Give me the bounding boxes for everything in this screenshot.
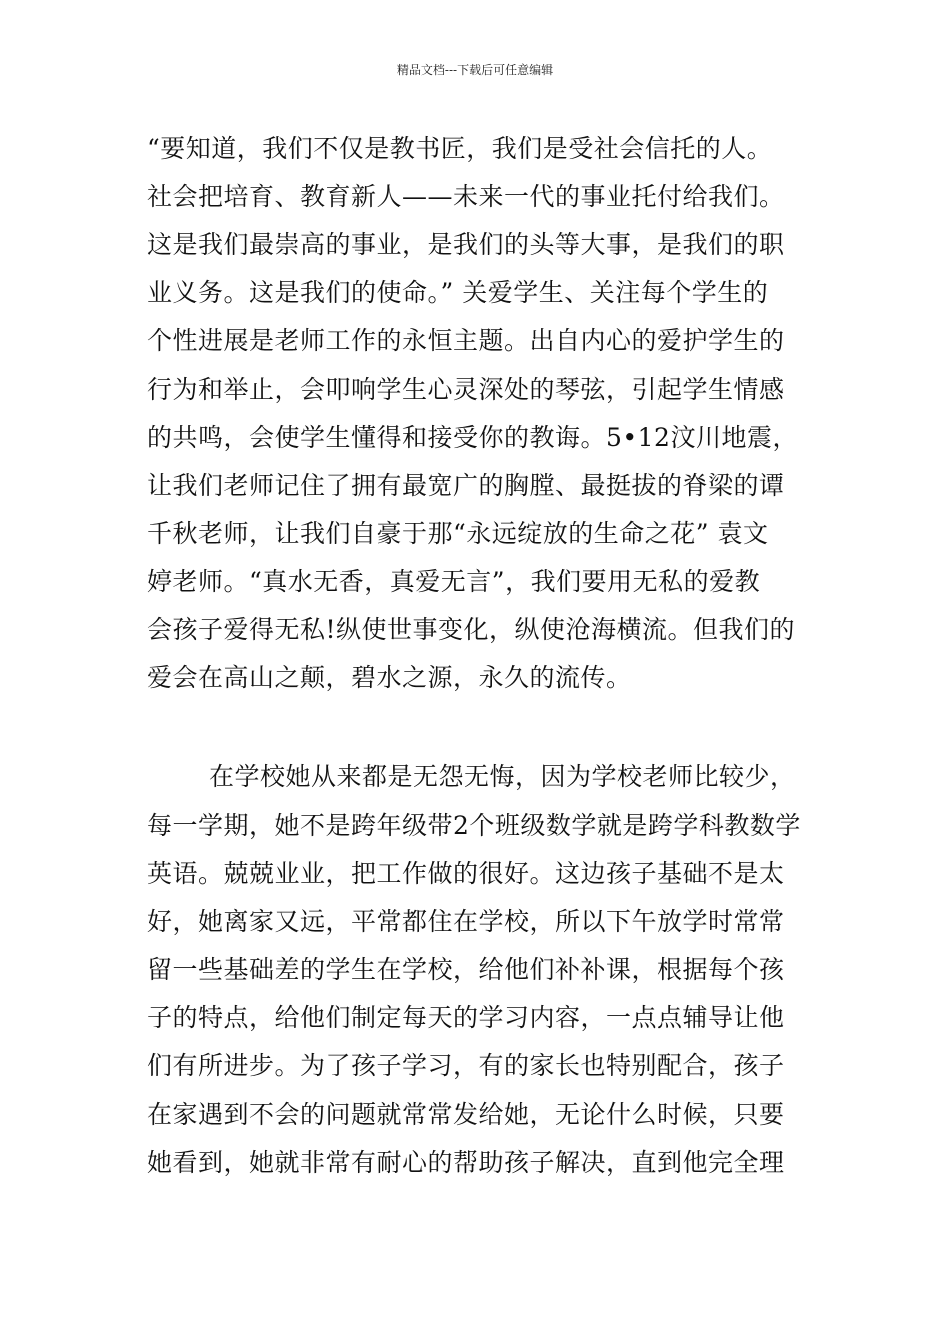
text-line: 在学校她从来都是无怨无悔，因为学校老师比较少， bbox=[209, 762, 796, 791]
page-header: 精品文档---下载后可任意编辑 bbox=[396, 63, 554, 77]
text-line: 千秋老师，让我们自豪于那“永远绽放的生命之花” 袁文 bbox=[147, 519, 769, 548]
text-line: 这是我们最崇高的事业，是我们的头等大事，是我们的职 bbox=[147, 230, 785, 259]
text-line: 会孩子爱得无私!纵使世事变化，纵使沧海横流。但我们的 bbox=[147, 615, 796, 644]
text-line: 让我们老师记住了拥有最宽广的胸膛、最挺拔的脊梁的谭 bbox=[147, 471, 785, 500]
text-line: 爱会在高山之颠，碧水之源，永久的流传。 bbox=[147, 663, 632, 692]
text-line: 个性进展是老师工作的永恒主题。出自内心的爱护学生的 bbox=[147, 326, 785, 355]
text-line: 英语。兢兢业业，把工作做的很好。这边孩子基础不是太 bbox=[147, 859, 785, 888]
text-line: 行为和举止，会叩响学生心灵深处的琴弦，引起学生情感 bbox=[147, 375, 785, 404]
text-line: 留一些基础差的学生在学校，给他们补补课，根据每个孩 bbox=[147, 955, 785, 984]
text-line: 每一学期，她不是跨年级带2个班级数学就是跨学科教数学 bbox=[147, 811, 801, 840]
text-line: 在家遇到不会的问题就常常发给她，无论什么时候，只要 bbox=[147, 1100, 785, 1129]
text-line: 好，她离家又远，平常都住在学校，所以下午放学时常常 bbox=[147, 907, 785, 936]
text-line: 社会把培育、教育新人——未来一代的事业托付给我们。 bbox=[147, 182, 785, 211]
text-line: 业义务。这是我们的使命。” 关爱学生、关注每个学生的 bbox=[147, 278, 769, 307]
text-line: 子的特点，给他们制定每天的学习内容，一点点辅导让他 bbox=[147, 1003, 785, 1032]
text-line: 她看到，她就非常有耐心的帮助孩子解决，直到他完全理 bbox=[147, 1148, 785, 1177]
text-line: “要知道，我们不仅是教书匠，我们是受社会信托的人。 bbox=[147, 134, 773, 163]
text-line: 的共鸣，会使学生懂得和接受你的教诲。5•12汶川地震， bbox=[147, 423, 798, 452]
text-line: 们有所进步。为了孩子学习，有的家长也特别配合，孩子 bbox=[147, 1051, 785, 1080]
text-line: 婷老师。“真水无香，真爱无言”，我们要用无私的爱教 bbox=[147, 567, 761, 596]
